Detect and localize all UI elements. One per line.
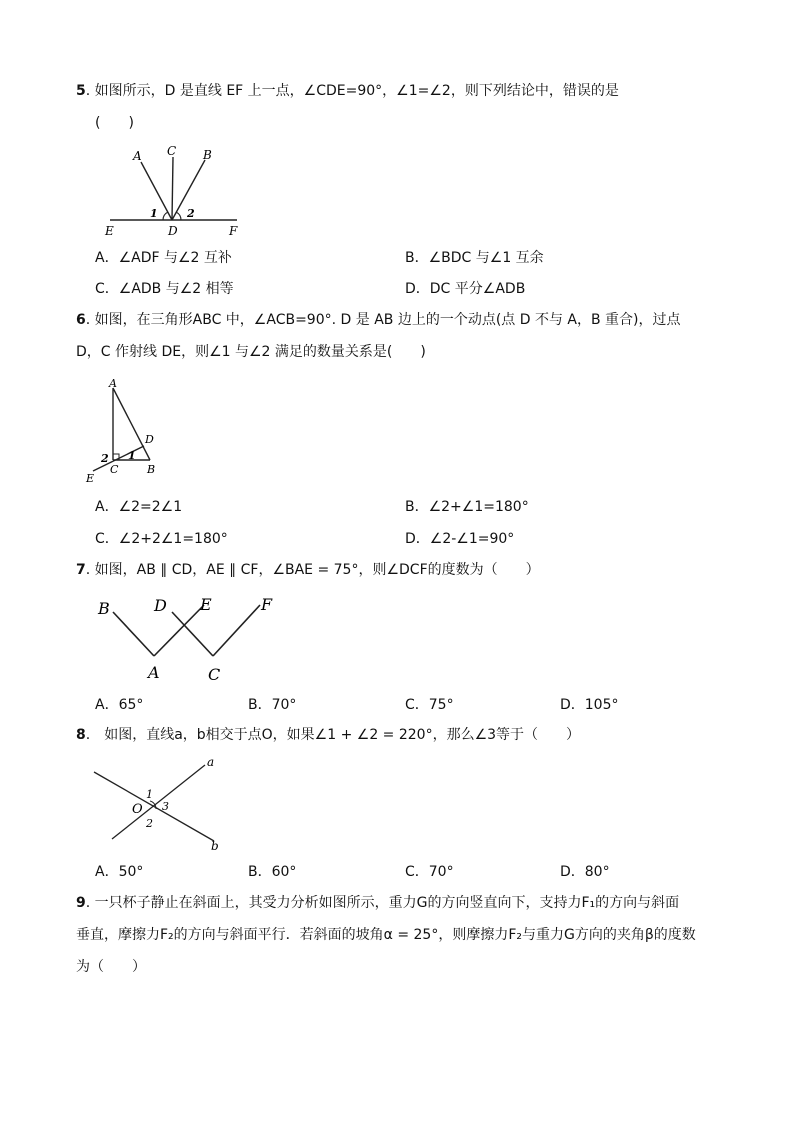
q7-line-ba — [113, 612, 154, 656]
q5-paren: ( ) — [95, 115, 134, 131]
q5-option-a: A．∠ADF 与∠2 互补 — [95, 250, 232, 266]
q9-text-line1: . 一只杯子静止在斜面上，其受力分析如图所示，重力G的方向竖直向下，支持力F₁的方向与斜面 — [85, 895, 680, 911]
q5-option-d: D．DC 平分∠ADB — [405, 281, 526, 297]
q7-label-e: E — [200, 595, 212, 614]
q6-stem-line2: D，C 作射线 DE，则∠1 与∠2 满足的数量关系是( ) — [76, 344, 426, 360]
q6-option-b: B．∠2+∠1=180° — [405, 499, 529, 515]
q6-option-a: A．∠2=2∠1 — [95, 499, 183, 515]
q6-label-d: D — [145, 433, 154, 446]
q9-stem-line3: 为（ ） — [76, 959, 146, 975]
q8-label-o: O — [132, 802, 143, 817]
q6-label-1: 1 — [128, 449, 136, 462]
q8-option-c: C．70° — [405, 864, 454, 880]
q6-label-e: E — [86, 472, 95, 485]
q8-label-3: 3 — [162, 800, 169, 813]
q9-stem-line2: 垂直，摩擦力F₂的方向与斜面平行．若斜面的坡角α = 25°，则摩擦力F₂与重力G方向的夹角β的度数 — [76, 927, 696, 943]
q5-angle2-arc — [176, 212, 181, 220]
q7-label-b: B — [98, 599, 110, 618]
q7-label-c: C — [208, 665, 221, 684]
q5-ray-dc — [172, 157, 173, 220]
q5-label-d: D — [168, 224, 178, 238]
q6-label-a: A — [109, 377, 117, 390]
q9-stem-line1 — [76, 893, 679, 913]
q8-option-d: D．80° — [560, 864, 610, 880]
q5-label-b: B — [203, 148, 212, 162]
q7-option-a: A．65° — [95, 697, 144, 713]
q7-label-a: A — [148, 663, 160, 682]
q7-option-c: C．75° — [405, 697, 454, 713]
q8-number: 8 — [76, 727, 86, 743]
q8-label-a: a — [207, 755, 215, 769]
q6-option-d: D．∠2-∠1=90° — [405, 531, 515, 547]
q5-stem — [76, 81, 619, 101]
q8-label-b: b — [211, 839, 219, 853]
q6-figure — [82, 375, 172, 487]
q7-number: 7 — [76, 562, 86, 578]
q7-text: . 如图，AB ∥ CD，AE ∥ CF，∠BAE = 75°，则∠DCF的度数为（ ） — [85, 562, 540, 578]
q6-label-2: 2 — [101, 452, 109, 465]
q5-option-b: B．∠BDC 与∠1 互余 — [405, 250, 544, 266]
q8-option-a: A．50° — [95, 864, 144, 880]
q6-number: 6 — [76, 312, 86, 328]
q5-number: 5 — [76, 83, 86, 99]
q6-option-c: C．∠2+2∠1=180° — [95, 531, 228, 547]
q6-text-line1: . 如图，在三角形ABC 中，∠ACB=90°. D 是 AB 边上的一个动点(点 D 不与 A，B 重合)，过点 — [85, 312, 681, 328]
q7-line-cf — [213, 605, 260, 656]
q7-figure — [90, 592, 290, 687]
q6-label-b: B — [147, 463, 156, 476]
q8-option-b: B．60° — [248, 864, 297, 880]
q6-stem-line1 — [76, 310, 681, 330]
q5-label-a: A — [133, 149, 142, 163]
q5-figure — [100, 140, 250, 240]
q8-stem — [76, 725, 580, 745]
q5-label-c: C — [167, 144, 177, 158]
q7-option-d: D．105° — [560, 697, 619, 713]
q5-label-f: F — [229, 224, 238, 238]
q8-line-b — [94, 772, 214, 841]
q5-label-1: 1 — [150, 207, 158, 220]
q8-label-2: 2 — [146, 817, 153, 830]
q6-label-c: C — [110, 463, 119, 476]
q7-option-b: B．70° — [248, 697, 297, 713]
q5-text: . 如图所示，D 是直线 EF 上一点，∠CDE=90°，∠1=∠2，则下列结论中，错误的是 — [85, 83, 619, 99]
q8-label-1: 1 — [146, 788, 153, 801]
q5-angle1-arc — [163, 212, 168, 220]
q7-label-f: F — [261, 595, 273, 614]
q5-option-c: C．∠ADB 与∠2 相等 — [95, 281, 234, 297]
q8-figure — [90, 755, 230, 855]
q5-label-e: E — [105, 224, 114, 238]
q8-text: . 如图，直线a，b相交于点O，如果∠1 + ∠2 = 220°，那么∠3等于（ ） — [85, 727, 581, 743]
q9-number: 9 — [76, 895, 86, 911]
q7-line-dc — [172, 612, 213, 656]
q5-label-2: 2 — [187, 207, 195, 220]
q7-stem — [76, 560, 540, 580]
q7-label-d: D — [154, 596, 167, 615]
